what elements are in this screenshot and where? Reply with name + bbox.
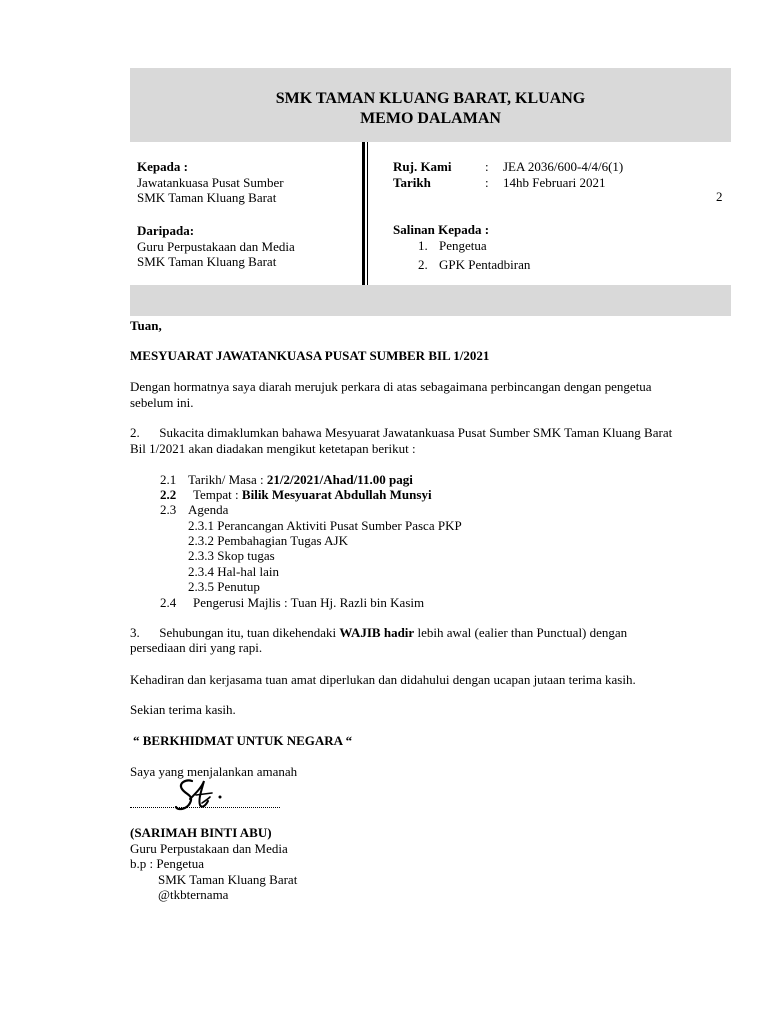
memo-subject: MESYUARAT JAWATANKUASA PUSAT SUMBER BIL 1/2021 bbox=[130, 348, 490, 363]
paragraph-3-pre: 3. Sehubungan itu, tuan dikehendaki bbox=[130, 625, 340, 640]
paragraph-3-line-2: persediaan diri yang rapi. bbox=[130, 640, 263, 655]
tarikh-colon: : bbox=[485, 175, 489, 190]
item-2-2-number: 2.2 bbox=[160, 487, 177, 502]
paragraph-3-bold: WAJIB hadir bbox=[339, 625, 415, 640]
salinan-label: Salinan Kepada : bbox=[393, 222, 490, 237]
column-divider bbox=[362, 142, 368, 285]
item-2-1-number: 2.1 bbox=[160, 472, 177, 487]
sign-intro: Saya yang menjalankan amanah bbox=[130, 764, 298, 779]
item-2-2 bbox=[193, 487, 432, 502]
kepada-line1: Jawatankuasa Pusat Sumber bbox=[137, 175, 284, 190]
daripada-label: Daripada: bbox=[137, 223, 195, 238]
item-2-3-label: Agenda bbox=[188, 502, 229, 517]
header-bottom-band bbox=[130, 285, 731, 316]
agenda-item: 2.3.5 Penutup bbox=[188, 579, 260, 594]
paragraph-3-line-1 bbox=[130, 625, 627, 640]
tarikh-label: Tarikh bbox=[393, 175, 431, 190]
signatory-title: Guru Perpustakaan dan Media bbox=[130, 841, 288, 856]
paragraph-5: Sekian terima kasih. bbox=[130, 702, 236, 717]
motto: “ BERKHIDMAT UNTUK NEGARA “ bbox=[133, 733, 353, 748]
agenda-item: 2.3.3 Skop tugas bbox=[188, 548, 275, 563]
page-number: 2 bbox=[716, 189, 723, 204]
signatory-name: (SARIMAH BINTI ABU) bbox=[130, 825, 272, 840]
signatory-bp: b.p : Pengetua bbox=[130, 856, 205, 871]
agenda-item: 2.3.1 Perancangan Aktiviti Pusat Sumber Pasca PKP bbox=[188, 518, 462, 533]
signature-image bbox=[172, 775, 232, 817]
item-2-2-label: Tempat : bbox=[193, 487, 242, 502]
agenda-item: 2.3.2 Pembahagian Tugas AJK bbox=[188, 533, 348, 548]
ruj-colon: : bbox=[485, 159, 489, 174]
item-2-1 bbox=[188, 472, 413, 487]
memo-title: MEMO DALAMAN bbox=[360, 110, 501, 127]
paragraph-3-post: lebih awal (ealier than Punctual) dengan bbox=[414, 625, 628, 640]
signature-dotted-line bbox=[130, 807, 280, 808]
item-2-4-text: Pengerusi Majlis : Tuan Hj. Razli bin Kasim bbox=[193, 595, 425, 610]
paragraph-4: Kehadiran dan kerjasama tuan amat diperlukan dan didahului dengan ucapan jutaan terima kasih. bbox=[130, 672, 636, 687]
salinan-item-1: Pengetua bbox=[439, 238, 487, 253]
school-title: SMK TAMAN KLUANG BARAT, KLUANG bbox=[275, 90, 586, 107]
item-2-1-label: Tarikh/ Masa : bbox=[188, 472, 267, 487]
kepada-line2: SMK Taman Kluang Barat bbox=[137, 190, 277, 205]
kepada-label: Kepada : bbox=[137, 159, 188, 174]
item-2-3-number: 2.3 bbox=[160, 502, 177, 517]
daripada-line1: Guru Perpustakaan dan Media bbox=[137, 239, 295, 254]
salutation: Tuan, bbox=[130, 318, 162, 333]
item-2-1-value: 21/2/2021/Ahad/11.00 pagi bbox=[266, 472, 413, 487]
salinan-num-1: 1. bbox=[418, 238, 428, 253]
agenda-item: 2.3.4 Hal-hal lain bbox=[188, 564, 279, 579]
signatory-school: SMK Taman Kluang Barat bbox=[158, 872, 298, 887]
signatory-handle: @tkbternama bbox=[158, 887, 229, 902]
salinan-num-2: 2. bbox=[418, 257, 428, 272]
salinan-item-2: GPK Pentadbiran bbox=[439, 257, 531, 272]
ruj-value: JEA 2036/600-4/4/6(1) bbox=[503, 159, 624, 174]
paragraph-2-line-2: Bil 1/2021 akan diadakan mengikut ketetapan berikut : bbox=[130, 441, 416, 456]
daripada-line2: SMK Taman Kluang Barat bbox=[137, 254, 277, 269]
paragraph-1-line-2: sebelum ini. bbox=[130, 395, 194, 410]
paragraph-1-line-1: Dengan hormatnya saya diarah merujuk perkara di atas sebagaimana perbincangan dengan pengetua bbox=[130, 379, 652, 394]
tarikh-value: 14hb Februari 2021 bbox=[503, 175, 606, 190]
paragraph-2-line-1: 2. Sukacita dimaklumkan bahawa Mesyuarat Jawatankuasa Pusat Sumber SMK Taman Kluang Barat bbox=[130, 425, 673, 440]
ruj-label: Ruj. Kami bbox=[393, 159, 452, 174]
item-2-4-number: 2.4 bbox=[160, 595, 177, 610]
item-2-2-value: Bilik Mesyuarat Abdullah Munsyi bbox=[241, 487, 432, 502]
